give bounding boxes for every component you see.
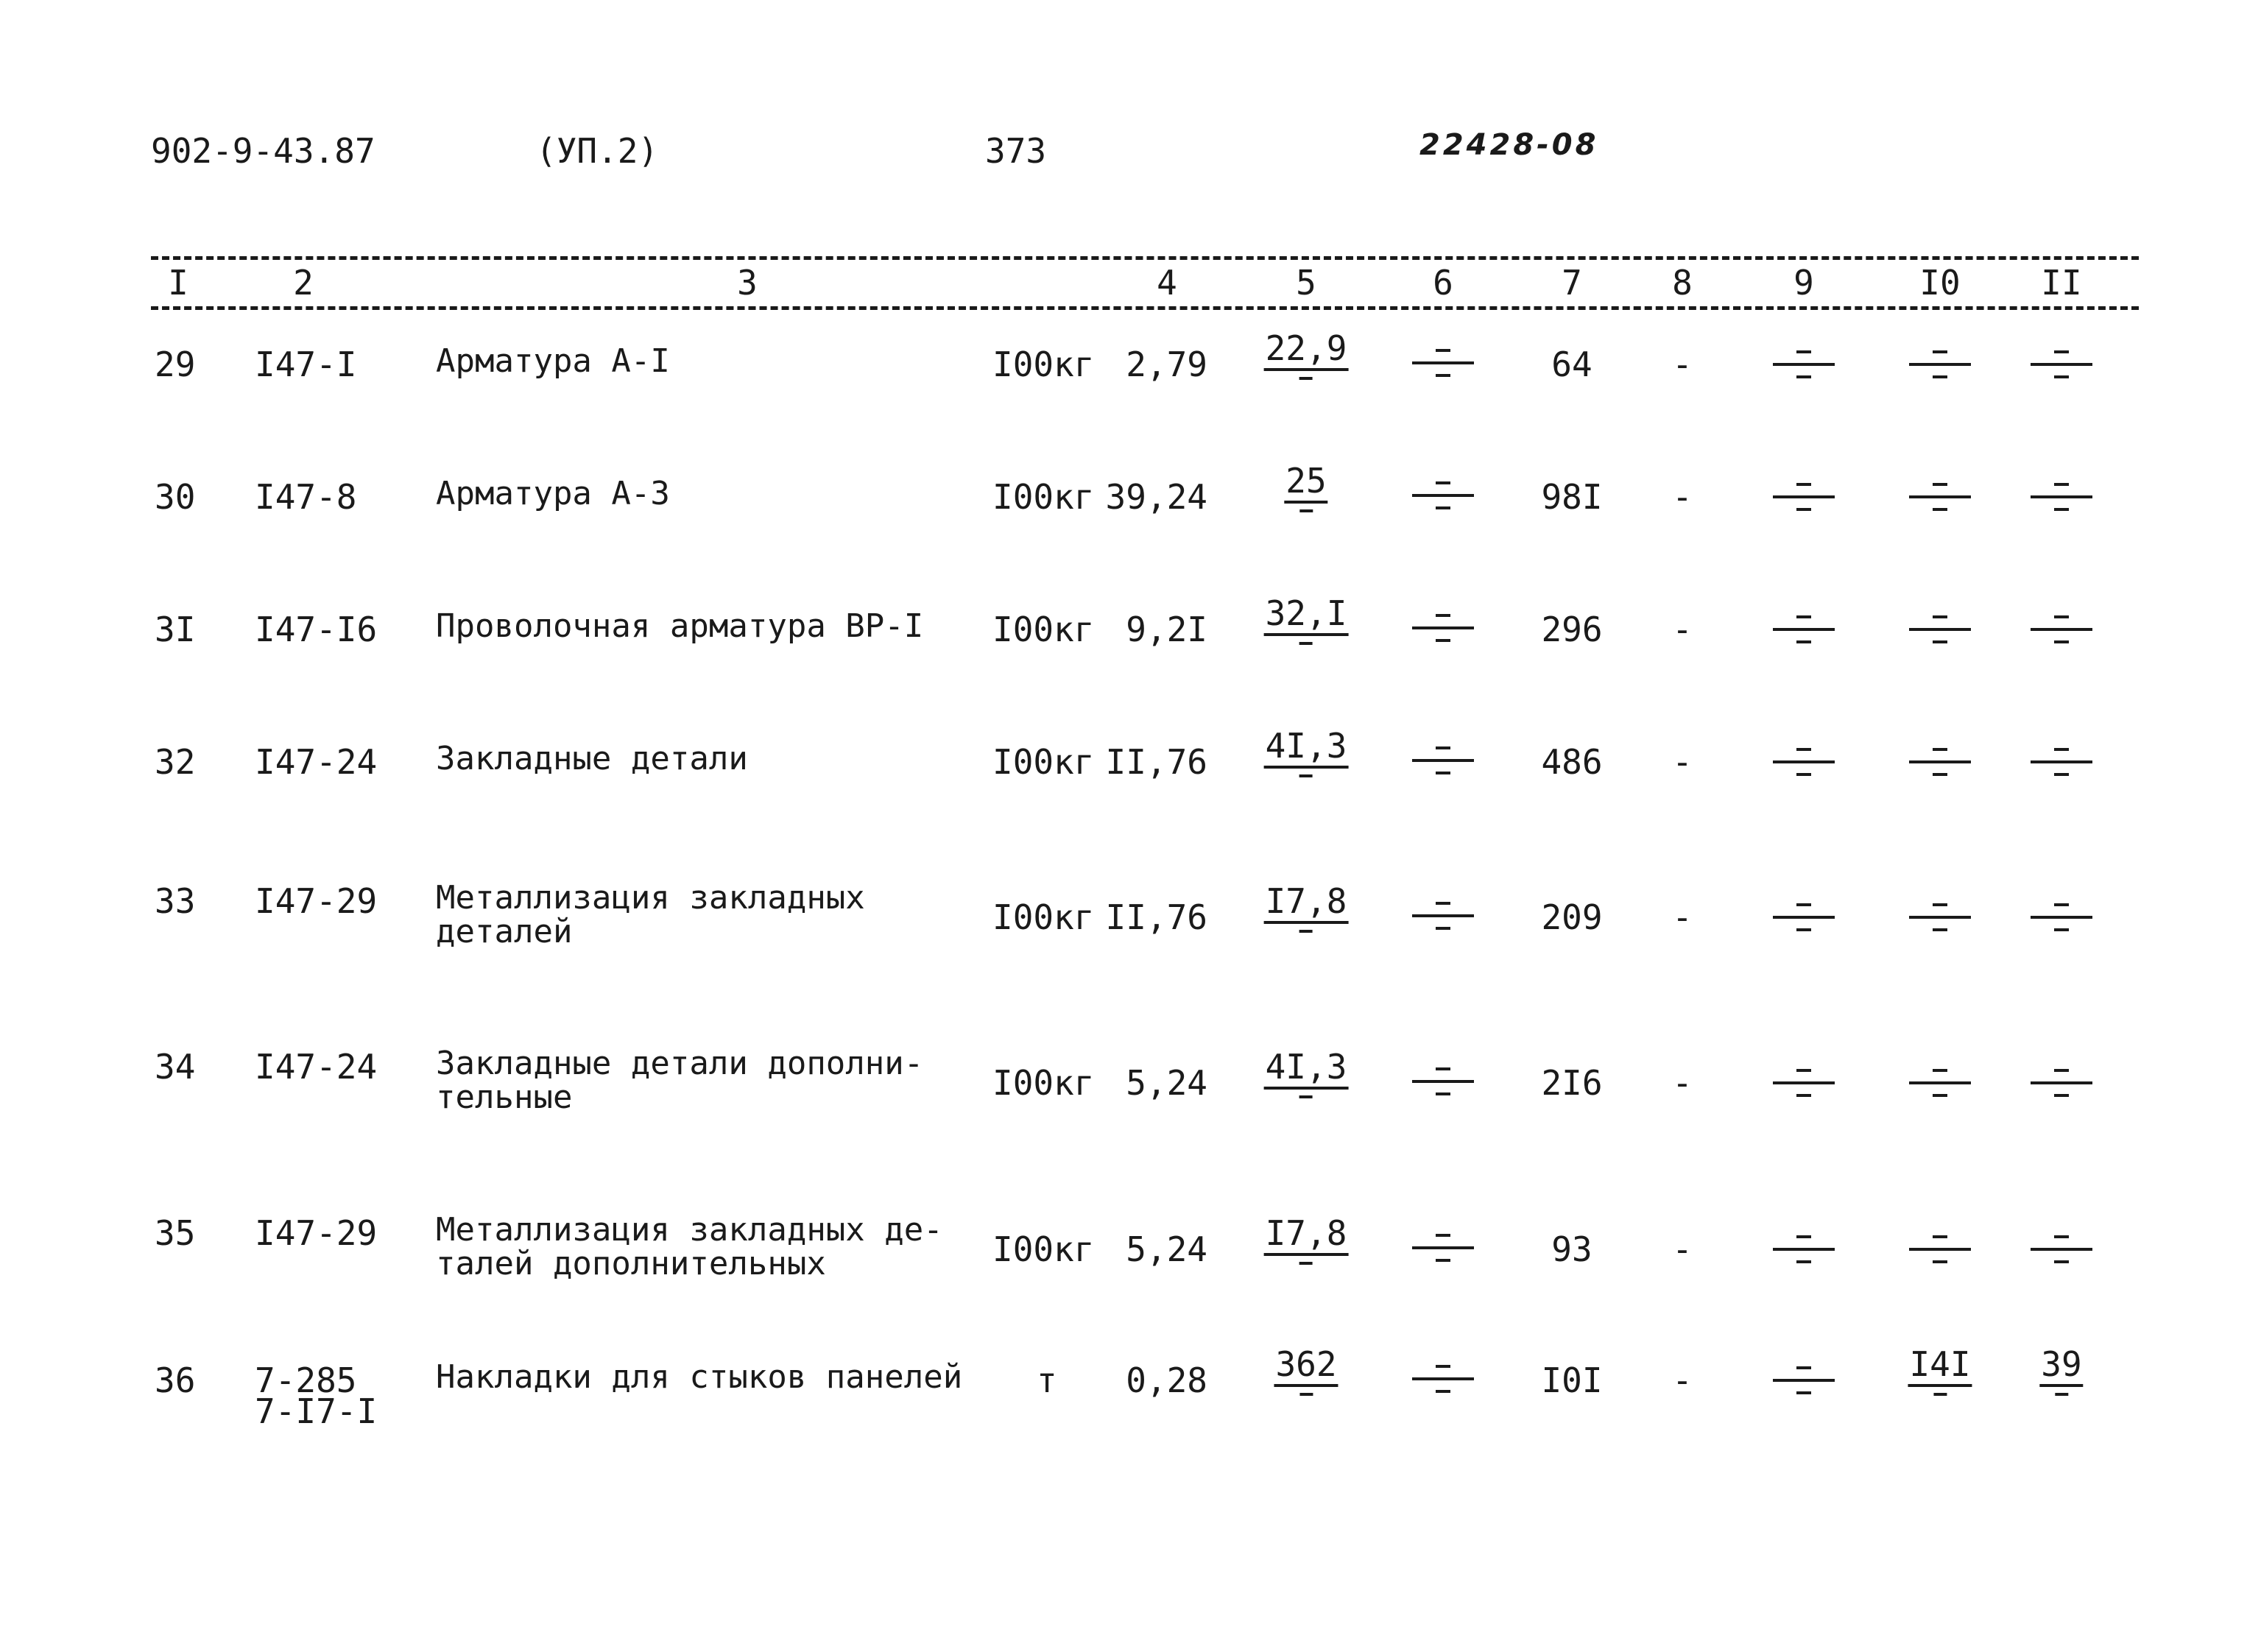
ditto-mark-col6 <box>1412 746 1474 776</box>
total-cost: 98I <box>1541 477 1603 517</box>
row-number: 3I <box>155 610 196 649</box>
column-number-4: 4 <box>1157 263 1177 303</box>
value-col10: I4I <box>1908 1346 1972 1387</box>
ditto-mark-col11 <box>2031 1235 2092 1265</box>
norm-code: I47-24 <box>255 742 378 782</box>
norm-code-secondary: 7-I7-I <box>255 1391 378 1431</box>
unit-price: 22,9 <box>1264 330 1349 371</box>
norm-code: I47-I <box>255 345 357 384</box>
quantity: 5,24 <box>1126 1063 1207 1103</box>
column-number-10: I0 <box>1919 263 1961 303</box>
value-fraction-col10 <box>1908 1346 1972 1396</box>
ditto-mark-col9 <box>1773 903 1835 933</box>
document-code: 902-9-43.87 <box>151 131 375 171</box>
empty-dash: - <box>1672 1360 1693 1400</box>
fraction-blank <box>1299 1095 1313 1098</box>
volume-label: (УП.2) <box>536 131 659 171</box>
unit-price-fraction <box>1284 462 1327 512</box>
norm-code: I47-24 <box>255 1047 378 1087</box>
item-name-continued: деталей <box>436 913 573 950</box>
ditto-mark-col11 <box>2031 483 2092 512</box>
norm-code: 7-285 <box>255 1360 357 1400</box>
total-cost: 93 <box>1551 1229 1592 1269</box>
total-cost: 296 <box>1541 610 1603 649</box>
ditto-mark-col11 <box>2031 350 2092 380</box>
ditto-mark-col6 <box>1412 614 1474 643</box>
ditto-mark-col10 <box>1909 350 1971 380</box>
unit: т <box>1037 1360 1057 1400</box>
unit-price-fraction <box>1264 595 1349 645</box>
ditto-mark-col10 <box>1909 1235 1971 1265</box>
fraction-blank <box>1299 774 1313 777</box>
ditto-mark-col9 <box>1773 483 1835 512</box>
quantity: 39,24 <box>1105 477 1207 517</box>
column-number-2: 2 <box>293 263 314 303</box>
item-name: Металлизация закладных де- <box>436 1211 943 1249</box>
unit-price-fraction <box>1264 883 1349 933</box>
ditto-mark-col9 <box>1773 615 1835 645</box>
ditto-mark-col11 <box>2031 748 2092 777</box>
item-name-continued: талей дополнительных <box>436 1245 826 1282</box>
unit: I00кг <box>992 1229 1095 1269</box>
unit-price: 25 <box>1284 462 1327 504</box>
unit-price: I7,8 <box>1264 1215 1349 1256</box>
total-cost: 2I6 <box>1541 1063 1603 1103</box>
ditto-mark-col10 <box>1909 483 1971 512</box>
unit-price: 4I,3 <box>1264 727 1349 769</box>
unit-price-fraction <box>1274 1346 1338 1396</box>
row-number: 36 <box>155 1360 196 1400</box>
norm-code: I47-8 <box>255 477 357 517</box>
ditto-mark-col6 <box>1412 349 1474 378</box>
unit-price: 362 <box>1274 1346 1338 1387</box>
column-number-1: I <box>168 263 188 303</box>
fraction-blank <box>1299 509 1313 512</box>
quantity: 2,79 <box>1126 345 1207 384</box>
total-cost: 486 <box>1541 742 1603 782</box>
item-name: Закладные детали <box>436 740 748 777</box>
column-header-top-rule <box>151 256 2139 260</box>
column-number-8: 8 <box>1672 263 1693 303</box>
ditto-mark-col10 <box>1909 1069 1971 1098</box>
norm-code: I47-29 <box>255 881 378 921</box>
column-number-3: 3 <box>737 263 758 303</box>
quantity: 5,24 <box>1126 1229 1207 1269</box>
row-number: 34 <box>155 1047 196 1087</box>
ditto-mark-col9 <box>1773 1069 1835 1098</box>
unit: I00кг <box>992 1063 1095 1103</box>
unit: I00кг <box>992 610 1095 649</box>
item-name: Арматура А-I <box>436 342 670 380</box>
empty-dash: - <box>1672 742 1693 782</box>
unit-price-fraction <box>1264 727 1349 777</box>
column-number-9: 9 <box>1793 263 1814 303</box>
ditto-mark-col6 <box>1412 1067 1474 1097</box>
column-header-bottom-rule <box>151 306 2139 310</box>
ditto-mark-col10 <box>1909 615 1971 645</box>
item-name: Накладки для стыков панелей <box>436 1358 963 1396</box>
unit-price-fraction <box>1264 1048 1349 1098</box>
norm-code: I47-29 <box>255 1213 378 1253</box>
empty-dash: - <box>1672 1229 1693 1269</box>
unit-price: 4I,3 <box>1264 1048 1349 1090</box>
item-name: Арматура А-3 <box>436 475 670 512</box>
unit-price-fraction <box>1264 330 1349 380</box>
unit: I00кг <box>992 742 1095 782</box>
column-number-11: II <box>2041 263 2082 303</box>
fraction-blank <box>2055 1393 2068 1396</box>
fraction-blank <box>1299 377 1313 380</box>
value-fraction-col11 <box>2039 1346 2083 1396</box>
row-number: 29 <box>155 345 196 384</box>
ditto-mark-col11 <box>2031 1069 2092 1098</box>
fraction-blank <box>1299 642 1313 645</box>
unit-price: I7,8 <box>1264 883 1349 924</box>
item-name: Проволочная арматура ВР-I <box>436 607 924 645</box>
row-number: 32 <box>155 742 196 782</box>
empty-dash: - <box>1672 1063 1693 1103</box>
ditto-mark-col6 <box>1412 481 1474 511</box>
empty-dash: - <box>1672 345 1693 384</box>
item-name: Закладные детали дополни- <box>436 1045 924 1082</box>
quantity: 9,2I <box>1126 610 1207 649</box>
row-number: 33 <box>155 881 196 921</box>
item-name: Металлизация закладных <box>436 879 865 917</box>
ditto-mark-col9 <box>1773 1235 1835 1265</box>
ditto-mark-col11 <box>2031 903 2092 933</box>
ditto-mark-col6 <box>1412 1365 1474 1394</box>
quantity: II,76 <box>1105 742 1207 782</box>
ditto-mark-col10 <box>1909 903 1971 933</box>
empty-dash: - <box>1672 610 1693 649</box>
quantity: II,76 <box>1105 897 1207 937</box>
ditto-mark-col9 <box>1773 1366 1835 1396</box>
ditto-mark-col11 <box>2031 615 2092 645</box>
total-cost: 64 <box>1551 345 1592 384</box>
empty-dash: - <box>1672 897 1693 937</box>
total-cost: I0I <box>1541 1360 1603 1400</box>
page-number: 373 <box>985 131 1047 171</box>
total-cost: 209 <box>1541 897 1603 937</box>
unit-price: 32,I <box>1264 595 1349 636</box>
fraction-blank <box>1299 930 1313 933</box>
ditto-mark-col10 <box>1909 748 1971 777</box>
ditto-mark-col9 <box>1773 350 1835 380</box>
empty-dash: - <box>1672 477 1693 517</box>
row-number: 30 <box>155 477 196 517</box>
norm-code: I47-I6 <box>255 610 378 649</box>
ditto-mark-col6 <box>1412 902 1474 931</box>
fraction-blank <box>1299 1393 1313 1396</box>
unit: I00кг <box>992 477 1095 517</box>
ditto-mark-col6 <box>1412 1234 1474 1263</box>
column-number-6: 6 <box>1433 263 1453 303</box>
fraction-blank <box>1299 1262 1313 1265</box>
column-number-7: 7 <box>1562 263 1582 303</box>
handwritten-stamp: 22428-08 <box>1419 128 1599 162</box>
value-col11: 39 <box>2039 1346 2083 1387</box>
unit-price-fraction <box>1264 1215 1349 1265</box>
unit: I00кг <box>992 345 1095 384</box>
column-number-5: 5 <box>1296 263 1316 303</box>
ditto-mark-col9 <box>1773 748 1835 777</box>
fraction-blank <box>1933 1393 1947 1396</box>
quantity: 0,28 <box>1126 1360 1207 1400</box>
row-number: 35 <box>155 1213 196 1253</box>
unit: I00кг <box>992 897 1095 937</box>
item-name-continued: тельные <box>436 1079 573 1116</box>
